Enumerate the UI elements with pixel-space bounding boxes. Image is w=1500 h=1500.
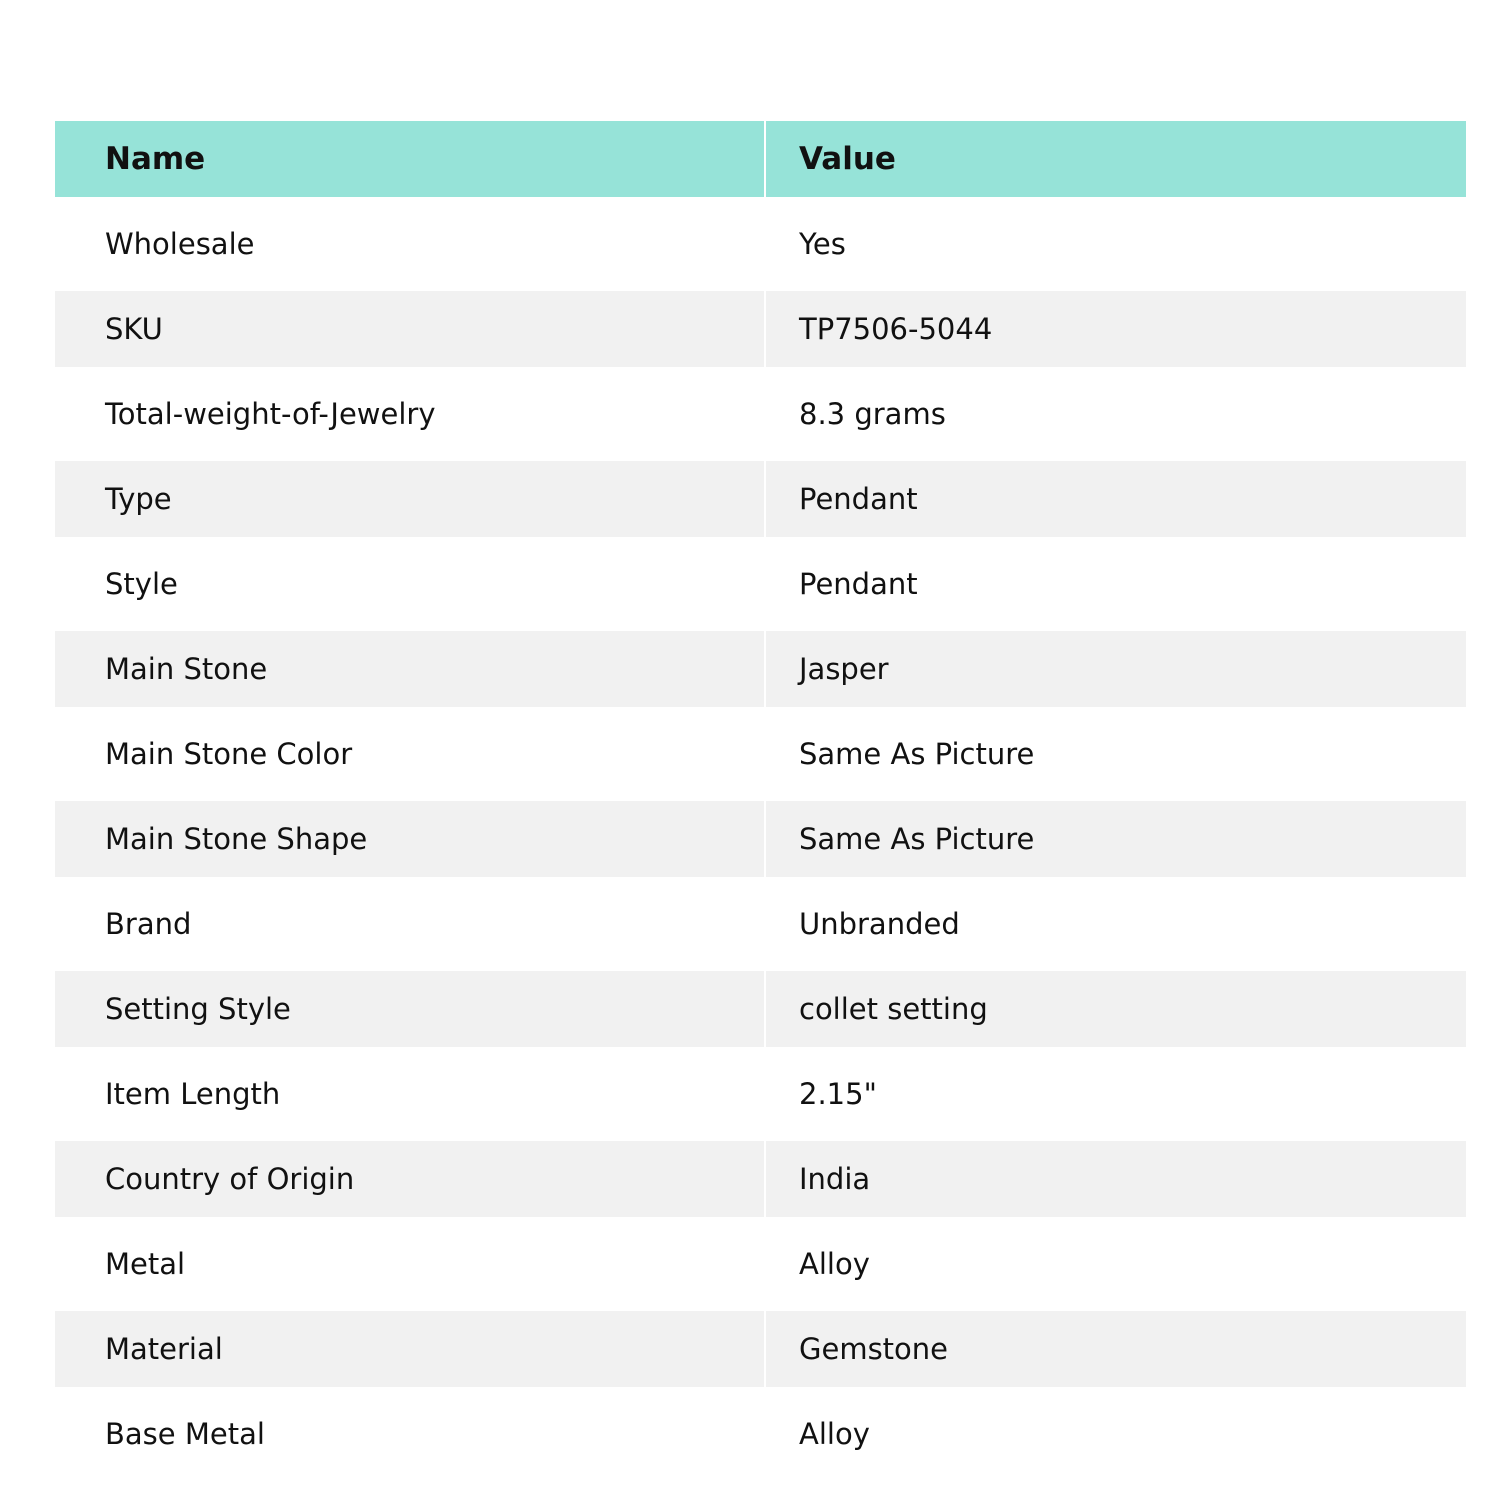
- table-row: [55, 622, 1466, 707]
- attribute-value-cell: Alloy: [766, 1387, 1466, 1472]
- table-row: [55, 1132, 1466, 1217]
- attribute-name-cell: Country of Origin: [55, 1132, 766, 1217]
- name-column-header: Name: [55, 121, 766, 197]
- attribute-name-cell: Type: [55, 452, 766, 537]
- attribute-value-cell: Alloy: [766, 1217, 1466, 1302]
- table-row: [55, 537, 1466, 622]
- table-row: [55, 1217, 1466, 1302]
- table-row: [55, 1387, 1466, 1472]
- table-row: [55, 792, 1466, 877]
- attribute-value-cell: Jasper: [766, 622, 1466, 707]
- attribute-name-cell: Base Metal: [55, 1387, 766, 1472]
- attribute-name-cell: Material: [55, 1302, 766, 1387]
- attribute-value-cell: collet setting: [766, 962, 1466, 1047]
- attribute-name-cell: Style: [55, 537, 766, 622]
- table-row: [55, 1047, 1466, 1132]
- table-row: [55, 197, 1466, 282]
- attribute-name-cell: Main Stone: [55, 622, 766, 707]
- product-specifications-table: [55, 121, 1466, 1472]
- table-row: [55, 1302, 1466, 1387]
- attribute-value-cell: Pendant: [766, 537, 1466, 622]
- attribute-value-cell: 2.15": [766, 1047, 1466, 1132]
- table-body: [55, 197, 1466, 1472]
- attribute-name-cell: SKU: [55, 282, 766, 367]
- table-row: [55, 877, 1466, 962]
- attribute-value-cell: TP7506-5044: [766, 282, 1466, 367]
- attribute-name-cell: Metal: [55, 1217, 766, 1302]
- table-row: [55, 962, 1466, 1047]
- attribute-value-cell: Gemstone: [766, 1302, 1466, 1387]
- attribute-value-cell: 8.3 grams: [766, 367, 1466, 452]
- attribute-value-cell: Same As Picture: [766, 707, 1466, 792]
- attribute-value-cell: Yes: [766, 197, 1466, 282]
- table-row: [55, 282, 1466, 367]
- table-row: [55, 452, 1466, 537]
- attribute-value-cell: India: [766, 1132, 1466, 1217]
- table-row: [55, 367, 1466, 452]
- table-header: [55, 121, 1466, 197]
- attribute-value-cell: Unbranded: [766, 877, 1466, 962]
- table-header-row: [55, 121, 1466, 197]
- attribute-value-cell: Same As Picture: [766, 792, 1466, 877]
- attribute-name-cell: Wholesale: [55, 197, 766, 282]
- table-row: [55, 707, 1466, 792]
- attribute-name-cell: Main Stone Color: [55, 707, 766, 792]
- attribute-name-cell: Main Stone Shape: [55, 792, 766, 877]
- value-column-header: Value: [766, 121, 1466, 197]
- attribute-name-cell: Brand: [55, 877, 766, 962]
- attribute-name-cell: Item Length: [55, 1047, 766, 1132]
- attribute-value-cell: Pendant: [766, 452, 1466, 537]
- attribute-name-cell: Setting Style: [55, 962, 766, 1047]
- attribute-name-cell: Total-weight-of-Jewelry: [55, 367, 766, 452]
